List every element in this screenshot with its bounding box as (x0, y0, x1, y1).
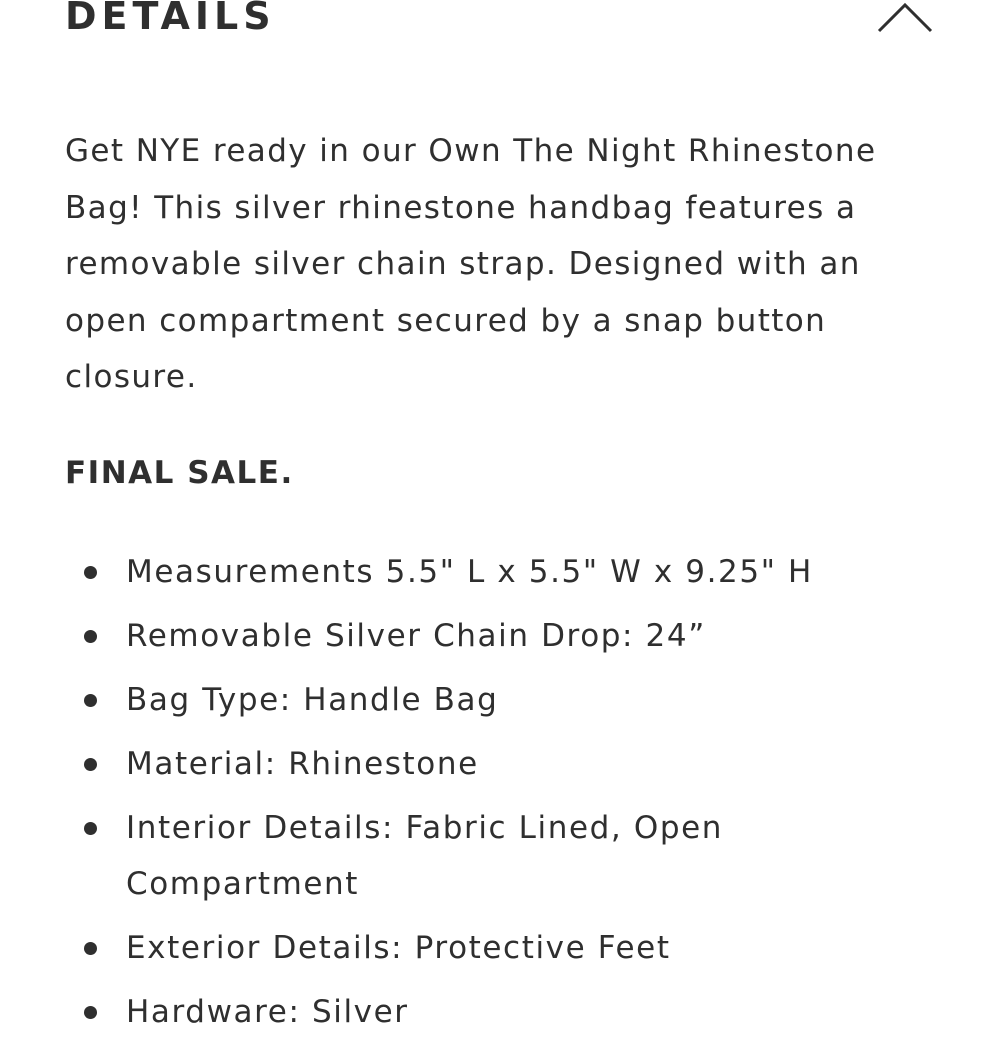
detail-text: Measurements 5.5" L x 5.5" W x 9.25" H (126, 554, 813, 590)
detail-text: Hardware: Silver (126, 994, 409, 1030)
section-title: DETAILS (65, 0, 276, 38)
list-item (0, 984, 1000, 1040)
detail-text: Material: Rhinestone (126, 746, 479, 782)
list-item (0, 800, 1000, 912)
list-item (0, 544, 1000, 600)
bullet-icon (84, 566, 97, 579)
list-item (0, 608, 1000, 664)
bullet-icon (84, 694, 97, 707)
bullet-icon (84, 822, 97, 835)
chevron-up-icon (870, 0, 940, 40)
list-item (0, 736, 1000, 792)
detail-text: Bag Type: Handle Bag (126, 682, 499, 718)
bullet-icon (84, 1006, 97, 1019)
detail-text: Exterior Details: Protective Feet (126, 930, 671, 966)
product-details-list (0, 544, 1000, 1048)
detail-text: Removable Silver Chain Drop: 24” (126, 618, 706, 654)
details-accordion-header[interactable] (0, 0, 1000, 60)
collapse-button[interactable] (870, 0, 940, 40)
list-item (0, 672, 1000, 728)
bullet-icon (84, 630, 97, 643)
list-item (0, 920, 1000, 976)
bullet-icon (84, 942, 97, 955)
bullet-icon (84, 758, 97, 771)
detail-text: Interior Details: Fabric Lined, Open Compartment (126, 810, 724, 902)
final-sale-notice: FINAL SALE. (65, 455, 294, 491)
product-description: Get NYE ready in our Own The Night Rhinestone Bag! This silver rhinestone handbag features a removable silver chain strap. Designed with an open compartment secured by a snap button closure. (65, 133, 877, 395)
